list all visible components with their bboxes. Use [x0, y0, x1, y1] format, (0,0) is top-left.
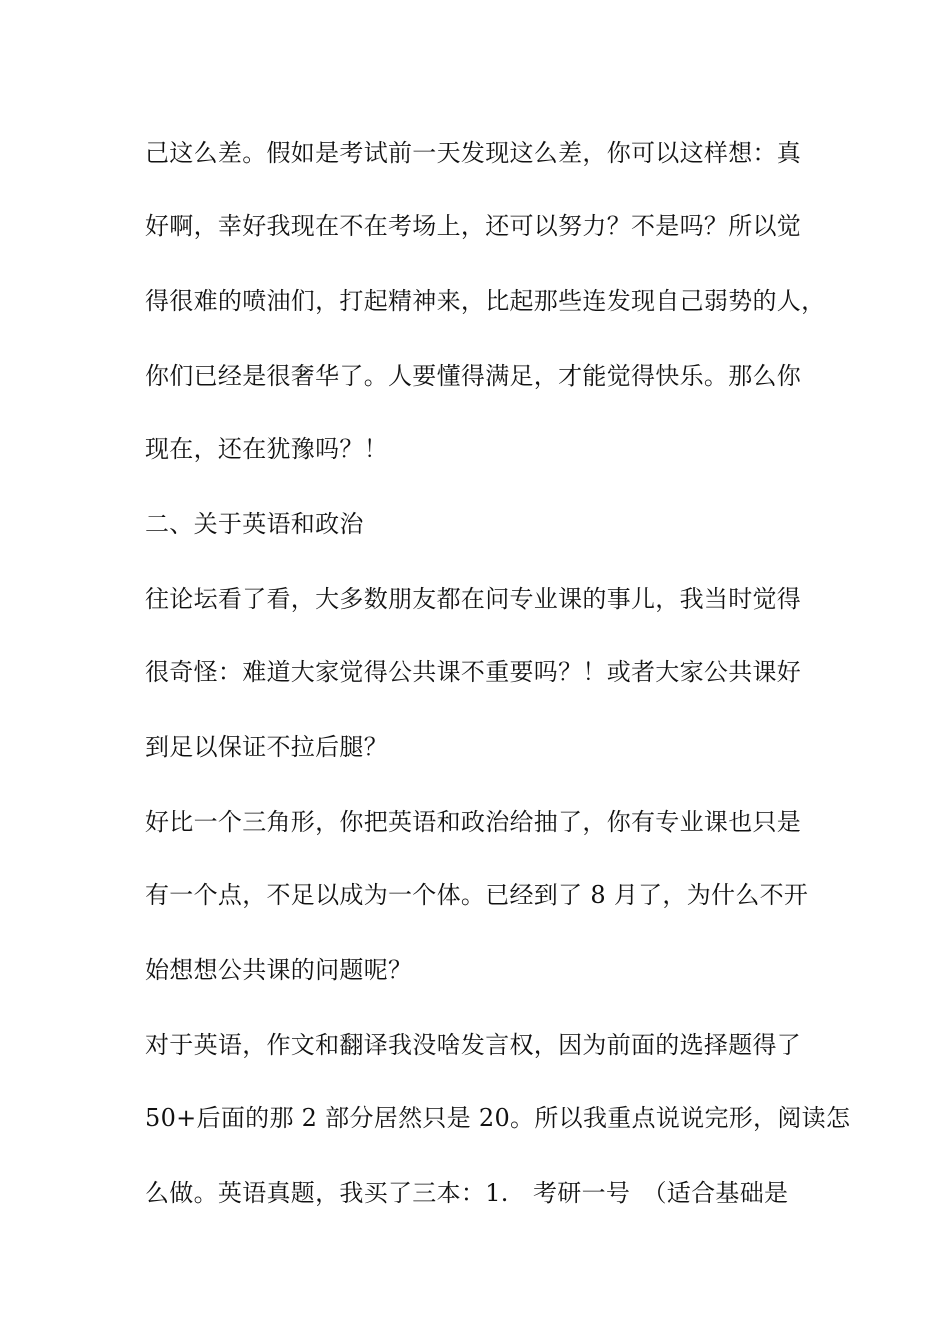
text-line: 好比一个三角形，你把英语和政治给抽了，你有专业课也只是: [145, 808, 802, 836]
text-line: 始想想公共课的问题呢？: [145, 956, 413, 984]
text-line: 到足以保证不拉后腿？: [145, 733, 388, 761]
text-line: 你们已经是很奢华了。人要懂得满足，才能觉得快乐。那么你: [145, 362, 802, 390]
text-line: 么做。英语真题，我买了三本：1. 考研一号 （适合基础是: [145, 1179, 789, 1207]
text-line: 往论坛看了看，大多数朋友都在问专业课的事儿，我当时觉得: [145, 585, 802, 613]
text-line: 得很难的喷油们，打起精神来，比起那些连发现自己弱势的人，: [145, 287, 826, 315]
text-line: 很奇怪：难道大家觉得公共课不重要吗？！或者大家公共课好: [145, 658, 802, 686]
text-line: 50+后面的那 2 部分居然只是 20。所以我重点说说完形，阅读怎: [145, 1104, 851, 1132]
text-line: 己这么差。假如是考试前一天发现这么差，你可以这样想：真: [145, 139, 802, 167]
section-heading: 二、关于英语和政治: [145, 510, 364, 538]
text-line: 好啊，幸好我现在不在考场上，还可以努力？不是吗？所以觉: [145, 212, 802, 240]
text-line: 对于英语，作文和翻译我没啥发言权，因为前面的选择题得了: [145, 1031, 802, 1059]
text-line: 现在，还在犹豫吗？！: [145, 435, 388, 463]
text-line: 有一个点，不足以成为一个体。已经到了 8 月了，为什么不开: [145, 881, 809, 909]
